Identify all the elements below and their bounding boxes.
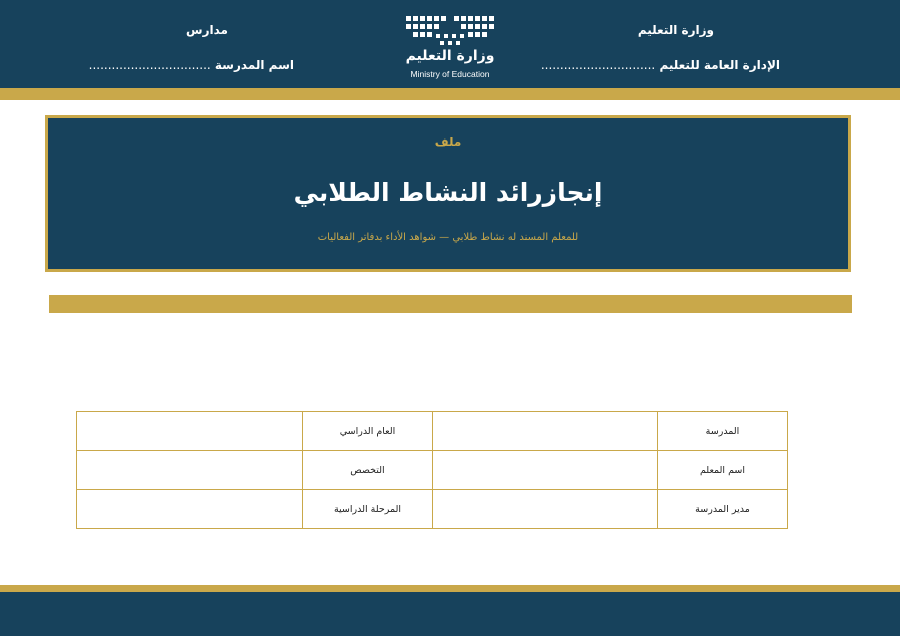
- school-label-cell: المدرسة: [658, 412, 788, 451]
- logo-dots-icon: [392, 12, 508, 48]
- table-row: [77, 451, 788, 490]
- schools-label: مدارس: [186, 23, 228, 37]
- stage-value-cell[interactable]: [77, 490, 303, 529]
- file-label: ملف: [434, 135, 462, 149]
- footer-band: [0, 592, 900, 636]
- table-row: [77, 490, 788, 529]
- footer-gold-divider: [0, 585, 900, 592]
- middle-gold-bar: [49, 295, 852, 313]
- general-admin-line: [541, 58, 780, 72]
- ministry-label: وزارة التعليم: [637, 23, 714, 37]
- specialization-value-cell[interactable]: [77, 451, 303, 490]
- academic-year-value-cell[interactable]: [77, 412, 303, 451]
- header-gold-divider: [0, 88, 900, 100]
- principal-value-cell[interactable]: [433, 490, 658, 529]
- main-title: إنجازرائد النشاط الطلابي: [293, 178, 603, 207]
- school-value-cell[interactable]: [433, 412, 658, 451]
- school-name-line: [89, 58, 294, 72]
- teacher-name-value-cell[interactable]: [433, 451, 658, 490]
- table-row: [77, 412, 788, 451]
- academic-year-label-cell: العام الدراسي: [303, 412, 433, 451]
- teacher-name-label-cell: اسم المعلم: [658, 451, 788, 490]
- school-name-label: اسم المدرسة: [214, 58, 294, 72]
- specialization-label-cell: التخصص: [303, 451, 433, 490]
- title-box: [45, 115, 851, 272]
- subtitle: للمعلم المسند له نشاط طلابي — شواهد الأداء بدفاتر الفعاليات: [317, 232, 579, 243]
- general-admin-dots: ..............................: [540, 58, 656, 72]
- principal-label-cell: مدير المدرسة: [658, 490, 788, 529]
- logo-arabic-text: وزارة التعليم: [405, 48, 495, 64]
- school-name-dots: ................................: [88, 58, 211, 72]
- stage-label-cell: المرحلة الدراسية: [303, 490, 433, 529]
- general-admin-label: الإدارة العامة للتعليم: [659, 58, 780, 72]
- logo-english-text: Ministry of Education: [410, 69, 490, 79]
- ministry-logo: [392, 12, 508, 84]
- info-table: [76, 411, 788, 529]
